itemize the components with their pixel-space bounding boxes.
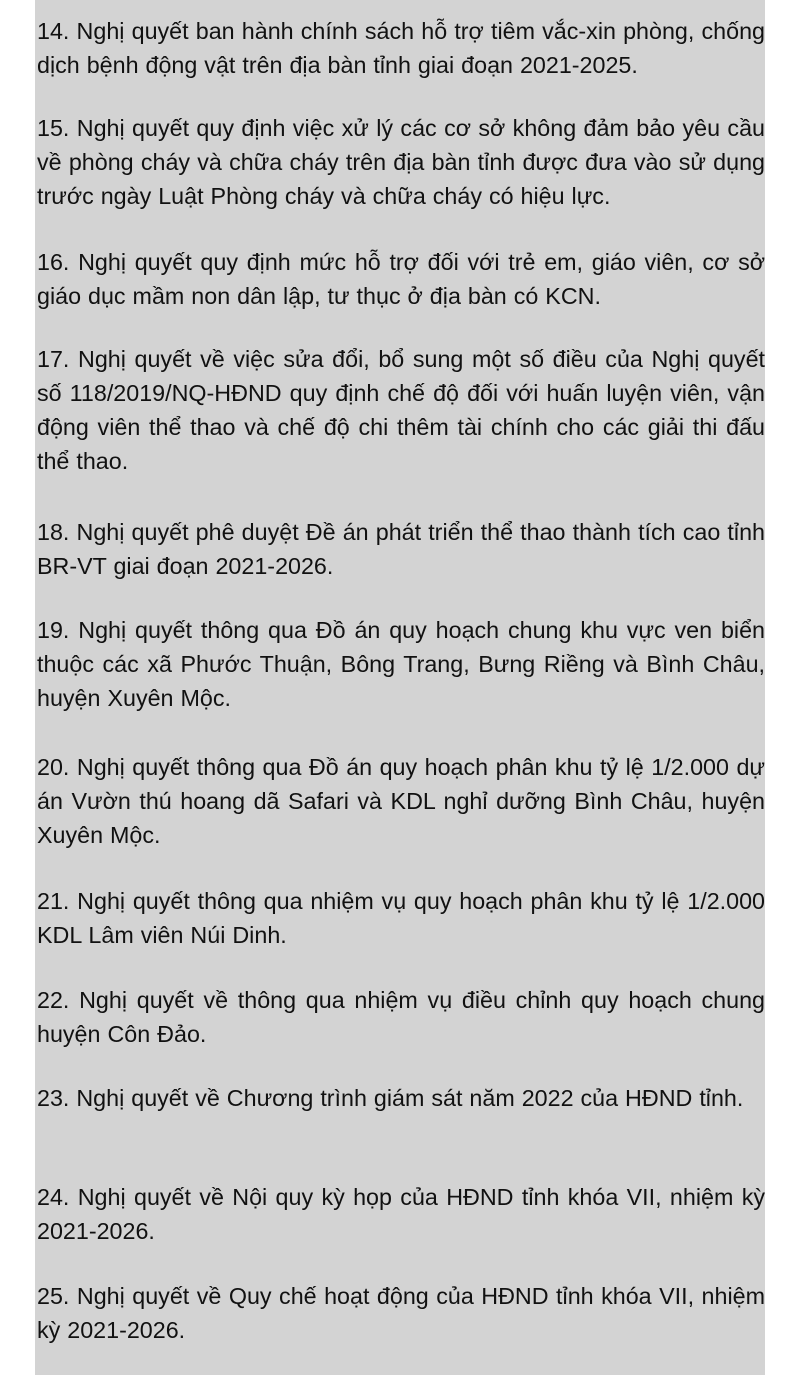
resolution-item-19: 19. Nghị quyết thông qua Đồ án quy hoạch chung khu vực ven biển thuộc các xã Phước Thuận, Bông Trang, Bưng Riềng và Bình Châu, huyện Xuyên Mộc. bbox=[37, 617, 765, 711]
resolution-item-15: 15. Nghị quyết quy định việc xử lý các cơ sở không đảm bảo yêu cầu về phòng cháy và chữa cháy trên địa bàn tỉnh được đưa vào sử dụng trước ngày Luật Phòng cháy và chữa cháy có hiệu lực. bbox=[37, 115, 765, 209]
resolution-item-16: 16. Nghị quyết quy định mức hỗ trợ đối với trẻ em, giáo viên, cơ sở giáo dục mầm non dân lập, tư thục ở địa bàn có KCN. bbox=[37, 249, 765, 309]
resolution-item-23: 23. Nghị quyết về Chương trình giám sát năm 2022 của HĐND tỉnh. bbox=[37, 1085, 744, 1111]
resolution-item-18: 18. Nghị quyết phê duyệt Đề án phát triển thể thao thành tích cao tỉnh BR-VT giai đoạn 2021-2026. bbox=[37, 519, 765, 579]
resolution-item-17: 17. Nghị quyết về việc sửa đổi, bổ sung một số điều của Nghị quyết số 118/2019/NQ-HĐND quy định chế độ đối với huấn luyện viên, vận động viên thể thao và chế độ chi thêm tài chính cho các giải thi đấu thể thao. bbox=[37, 346, 765, 474]
resolution-item-25: 25. Nghị quyết về Quy chế hoạt động của HĐND tỉnh khóa VII, nhiệm kỳ 2021-2026. bbox=[37, 1283, 765, 1343]
resolution-item-14: 14. Nghị quyết ban hành chính sách hỗ trợ tiêm vắc-xin phòng, chống dịch bệnh động vật trên địa bàn tỉnh giai đoạn 2021-2025. bbox=[37, 18, 765, 78]
resolution-item-21: 21. Nghị quyết thông qua nhiệm vụ quy hoạch phân khu tỷ lệ 1/2.000 KDL Lâm viên Núi Dinh. bbox=[37, 888, 765, 948]
resolution-item-20: 20. Nghị quyết thông qua Đồ án quy hoạch phân khu tỷ lệ 1/2.000 dự án Vườn thú hoang dã Safari và KDL nghỉ dưỡng Bình Châu, huyện Xuyên Mộc. bbox=[37, 754, 765, 848]
document-panel bbox=[35, 0, 765, 1375]
resolution-item-24: 24. Nghị quyết về Nội quy kỳ họp của HĐND tỉnh khóa VII, nhiệm kỳ 2021-2026. bbox=[37, 1184, 765, 1244]
resolution-item-22: 22. Nghị quyết về thông qua nhiệm vụ điều chỉnh quy hoạch chung huyện Côn Đảo. bbox=[37, 987, 765, 1047]
